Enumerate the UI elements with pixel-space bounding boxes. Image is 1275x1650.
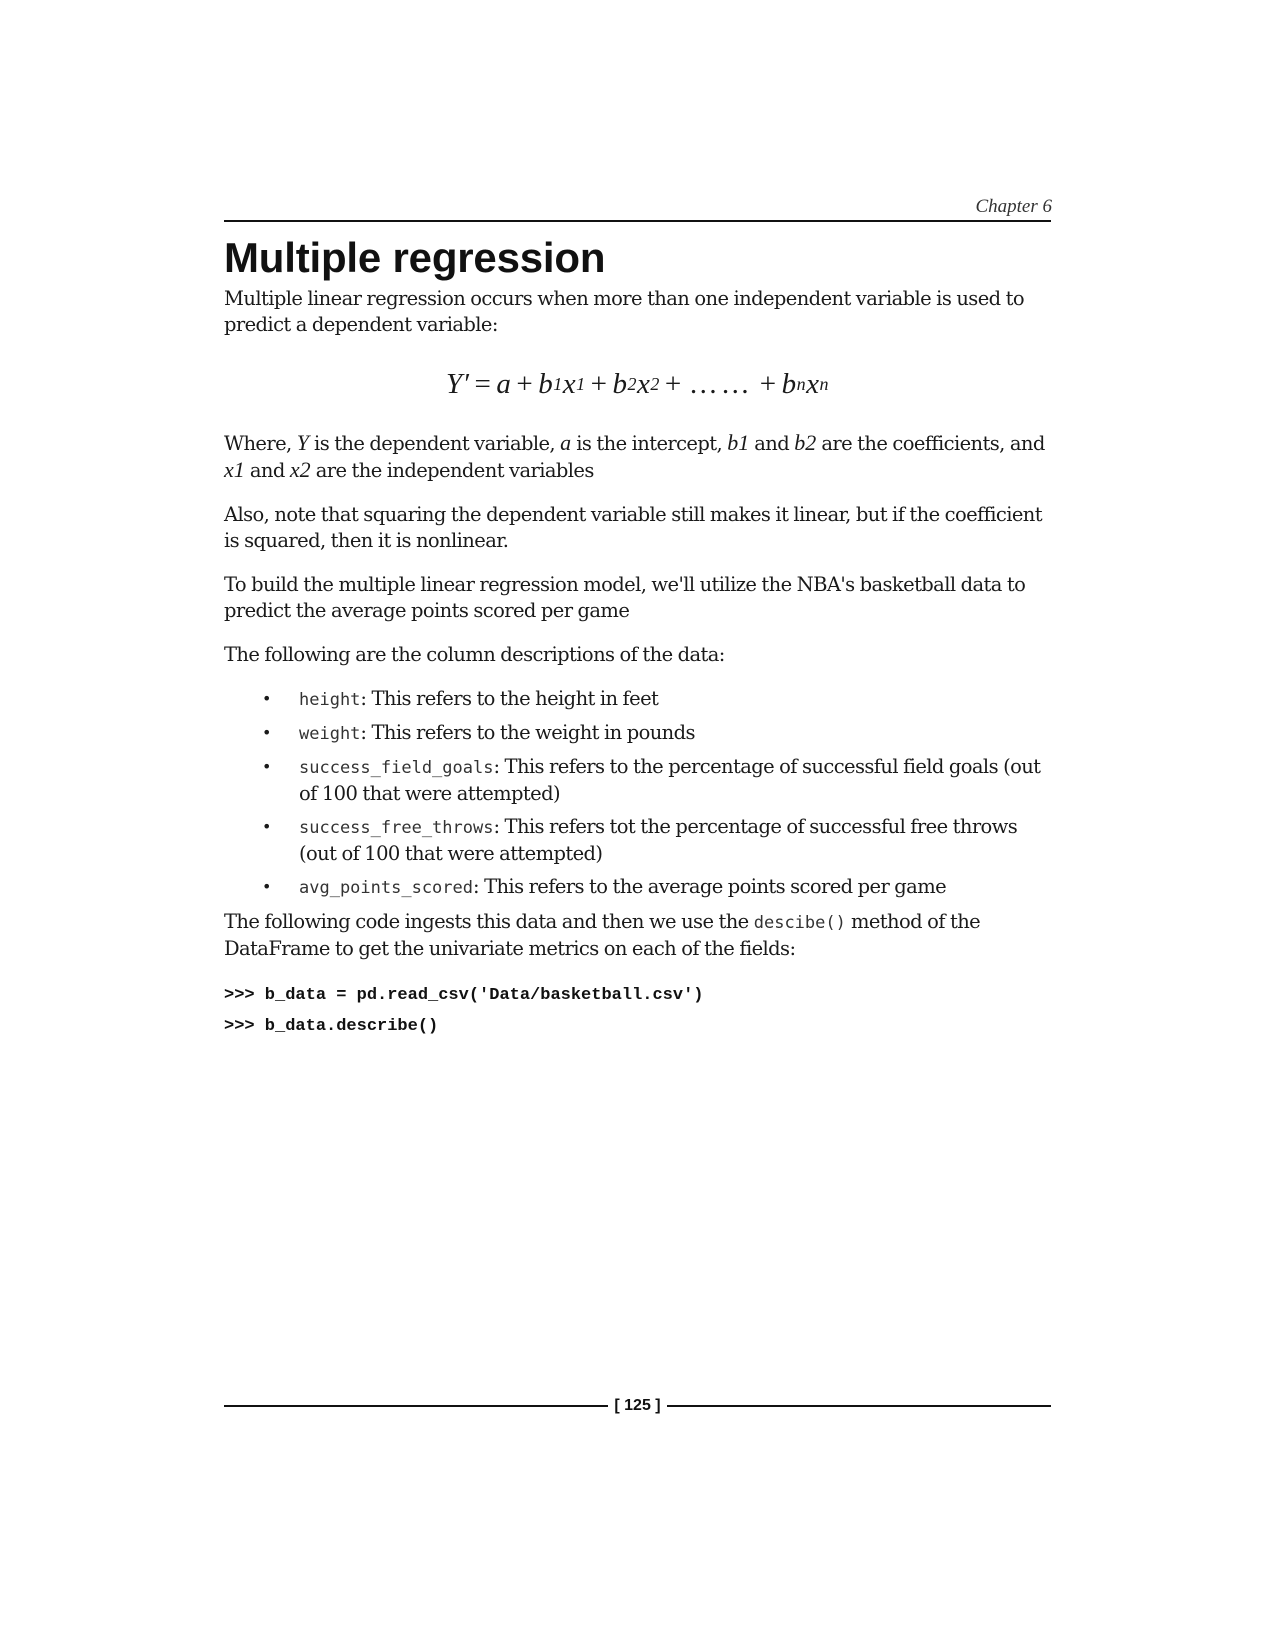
list-item [224,754,1051,807]
header-rule [224,220,1051,222]
column-list [224,686,1051,901]
where-text: and [749,432,795,455]
formula-b2: b [612,367,628,400]
var-a: a [560,430,572,455]
var-b2: b2 [794,430,817,455]
column-desc: : This refers to the weight in pounds [360,721,695,744]
code-intro-paragraph [224,909,1051,962]
where-text: and [244,459,290,482]
formula-lhs: Y′ [446,367,470,400]
column-desc: : This refers to the average points scored per game [473,875,947,898]
var-x2: x2 [289,457,311,482]
code-line: >>> b_data = pd.read_csv('Data/basketball.csv') [224,986,704,1005]
var-b1: b1 [727,430,750,455]
column-name: height [299,690,361,710]
footer-rule-right [667,1405,1051,1407]
list-item [224,874,1051,901]
where-text: is the dependent variable, [308,432,561,455]
formula-plus: + [664,367,682,400]
formula-plus: + [516,367,534,400]
where-text: are the coefficients, and [816,432,1045,455]
code-block [224,980,1051,1042]
var-y: Y [296,430,309,455]
regression-formula: Y′ = a + b 1 x 1 + b 2 x 2 + …… + b n x n [446,367,829,400]
formula-bn: b [781,367,797,400]
code-intro-text: method of the DataFrame to get the univariate metrics on each of the fields: [224,910,981,960]
page-body [224,230,1051,1042]
footer-rule-left [224,1405,608,1407]
formula-ellipsis: …… [688,367,753,400]
column-name: success_field_goals [299,758,494,778]
code-intro-text: The following code ingests this data and then we use the [224,910,754,933]
method-name: descibe() [753,913,846,933]
column-name: weight [299,724,361,744]
formula-plus: + [590,367,608,400]
formula-x1: x [562,367,577,400]
note-paragraph: Also, note that squaring the dependent variable still makes it linear, but if the coefficient is squared, then it is nonlinear. [224,503,1043,552]
formula-plus: + [759,367,777,400]
column-name: success_free_throws [299,818,494,838]
var-x1: x1 [224,457,245,482]
column-desc: : This refers tot the percentage of successful free throws (out of 100 that were attempted) [299,815,1018,865]
build-paragraph: To build the multiple linear regression model, we'll utilize the NBA's basketball data to predict the average points scored per game [224,573,1026,622]
column-desc: : This refers to the height in feet [360,687,659,710]
list-item [224,814,1051,867]
section-title: Multiple regression [224,234,606,281]
bullet-icon: • [262,689,271,708]
column-name: avg_points_scored [299,878,473,898]
formula-b1: b [538,367,554,400]
formula-x2: x [636,367,651,400]
bullet-icon: • [262,723,271,742]
page-number: [ 125 ] [614,1397,661,1414]
bullet-icon: • [262,877,271,896]
where-text: are the independent variables [310,459,594,482]
list-item [224,720,1051,747]
intro-paragraph: Multiple linear regression occurs when more than one independent variable is used to predict a dependent variable: [224,287,1024,336]
where-text: Where, [224,432,297,455]
list-item [224,686,1051,713]
bullet-icon: • [262,757,271,776]
formula-intercept: a [496,367,512,400]
column-desc: : This refers to the percentage of successful field goals (out of 100 that were attempted) [299,755,1041,805]
page-footer [224,1394,1051,1418]
bullet-icon: • [262,817,271,836]
formula-xn: x [806,367,820,400]
columns-intro: The following are the column descriptions of the data: [224,643,725,666]
where-text: is the intercept, [571,432,728,455]
code-line: >>> b_data.describe() [224,1017,439,1036]
formula-equals: = [474,367,492,400]
chapter-header: Chapter 6 [975,196,1052,217]
where-paragraph [224,430,1051,484]
